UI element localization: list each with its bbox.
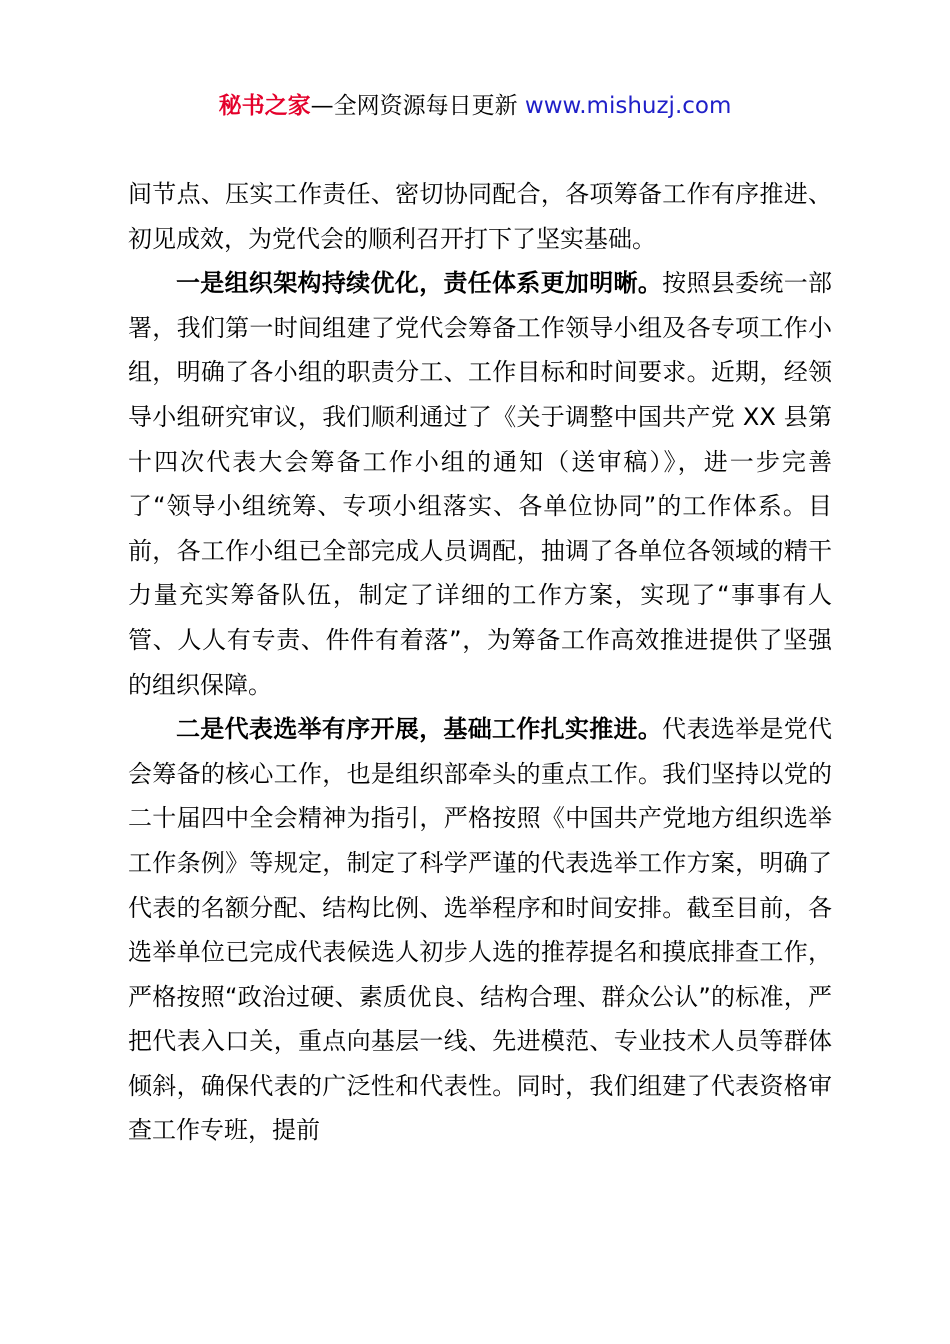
paragraph-lead: 二是代表选举有序开展，基础工作扎实推进。 <box>176 715 663 744</box>
paragraph-organization <box>128 261 832 707</box>
page-header <box>0 86 950 126</box>
paragraph-continuation <box>128 172 832 261</box>
header-tagline: —全网资源每日更新 <box>310 93 525 119</box>
paragraph-election <box>128 707 832 1153</box>
document-body <box>128 172 832 1153</box>
paragraph-text: 代表选举是党代会筹备的核心工作，也是组织部牵头的重点工作。我们坚持以党的二十届四中全会精神为指引，严格按照《中国共产党地方组织选举工作条例》等规定，制定了科学严谨的代表选举工作方案，明确了代表的名额分配、结构比例、选举程序和时间安排。截至目前，各选举单位已完成代表候选人初步人选的推荐提名和摸底排查工作，严格按照“政治过硬、素质优良、结构合理、群众公认”的标准，严把代表入口关，重点向基层一线、先进模范、专业技术人员等群体倾斜，确保代表的广泛性和代表性。同时，我们组建了代表资格审查工作专班，提前 <box>128 715 833 1145</box>
brand-name: 秘书之家 <box>218 93 311 119</box>
paragraph-text: 间节点、压实工作责任、密切协同配合，各项筹备工作有序推进、初见成效，为党代会的顺利召开打下了坚实基础。 <box>128 180 832 253</box>
paragraph-text: 按照县委统一部署，我们第一时间组建了党代会筹备工作领导小组及各专项工作小组，明确了各小组的职责分工、工作目标和时间要求。近期，经领导小组研究审议，我们顺利通过了《关于调整中国共产党 XX 县第十四次代表大会筹备工作小组的通知（送审稿）》，进一步完善了“领导小组统筹、专项小组落实、各单位协同”的工作体系。目前，各工作小组已全部完成人员调配，抽调了各单位各领域的精干力量充实筹备队伍，制定了详细的工作方案，实现了“事事有人管、人人有专责、件件有着落”，为筹备工作高效推进提供了坚强的组织保障。 <box>128 269 833 699</box>
site-url[interactable]: www.mishuzj.com <box>524 93 732 119</box>
paragraph-lead: 一是组织架构持续优化，责任体系更加明晰。 <box>176 269 663 298</box>
